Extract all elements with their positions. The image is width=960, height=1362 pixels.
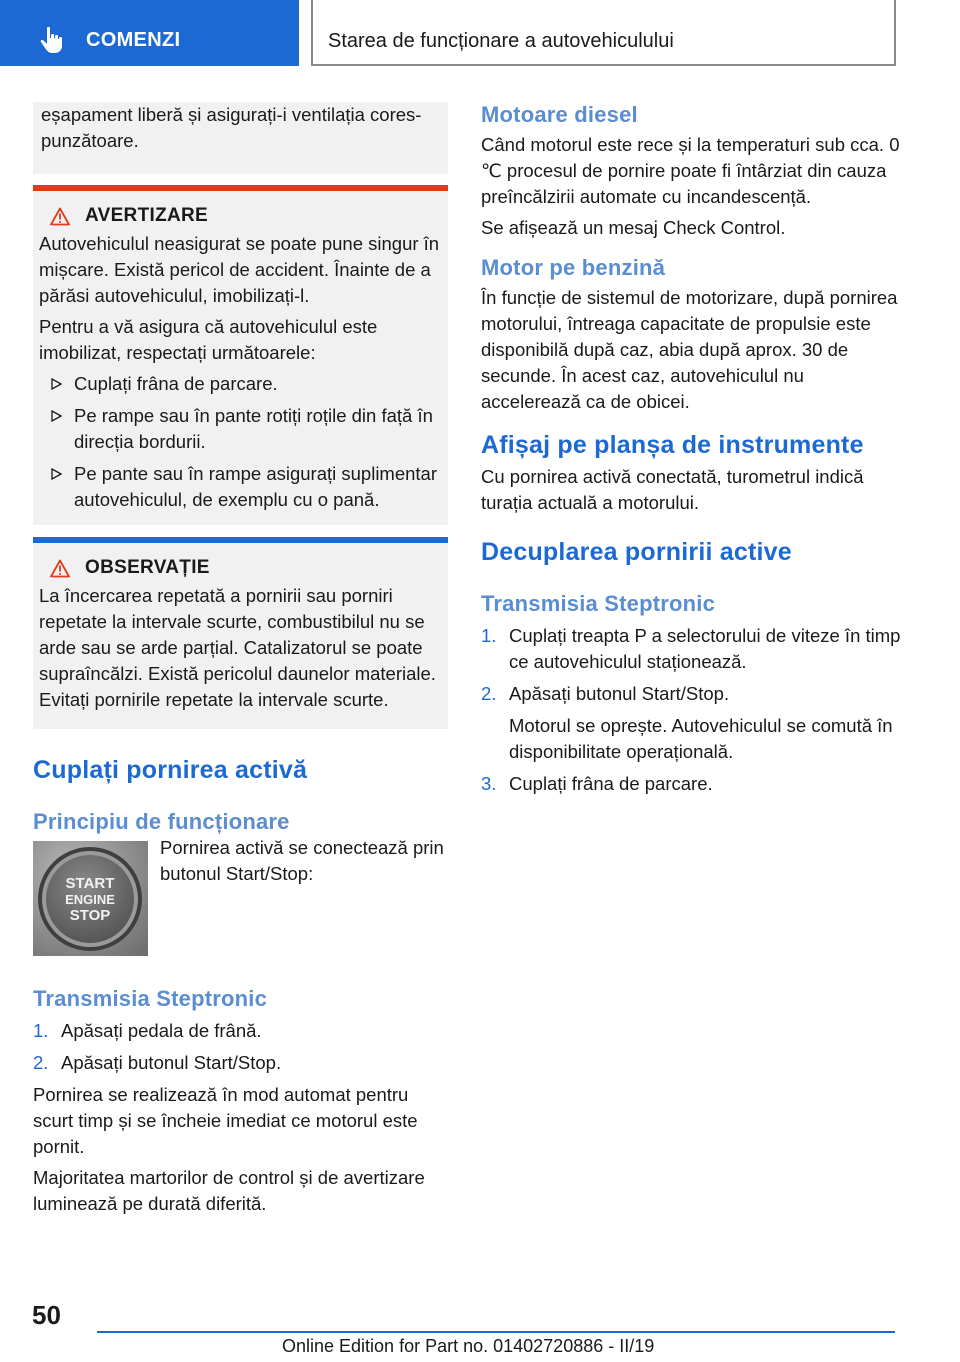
step-number: 1.	[33, 1020, 49, 1041]
list-item	[481, 681, 901, 765]
steptronic-title-left: Transmisia Steptronic	[33, 986, 268, 1011]
start-after-text-1: Pornirea se realizează în mod automat pentru scurt timp și se încheie imediat ce motorul este pornit.	[33, 1084, 418, 1157]
step-number: 3.	[481, 773, 497, 794]
stop-steps-list	[481, 623, 901, 797]
button-label-stop: STOP	[69, 907, 111, 924]
button-label-start: START	[65, 875, 115, 892]
notice-triangle-icon	[50, 559, 70, 578]
petrol-text: În funcție de sistemul de motorizare, după pornirea motorului, întreaga capacitate de propulsie este disponibilă după caz, abia după aprox. 30 de secunde. În acest caz, autovehiculul nu accelerează ca de obicei.	[481, 287, 898, 412]
diesel-text-2: Se afișează un mesaj Check Control.	[481, 217, 786, 238]
step-number: 2.	[33, 1052, 49, 1073]
principle-title: Principiu de funcționare	[33, 809, 290, 834]
notice-text: La încercarea repetată a pornirii sau porniri repetate la intervale scurte, combustibilul nu se arde sau se arde parțial. Catalizatorul se poate supraîncălzi. Există pericolul daunelor materiale. Evitați pornirile repetate la intervale scurte.	[39, 585, 436, 710]
warning-paragraph-1: Autovehiculul neasigurat se poate pune singur în mișcare. Există pericol de accident. Înainte de a părăsi autovehiculul, imobilizați-l.	[39, 233, 440, 306]
bullet-triangle-icon	[51, 378, 62, 390]
bullet-triangle-icon	[51, 468, 62, 480]
hand-pointer-icon	[40, 26, 66, 54]
steptronic-title-right: Transmisia Steptronic	[481, 591, 716, 616]
list-item	[33, 1018, 448, 1044]
warning-title: AVERTIZARE	[85, 205, 208, 226]
step-number: 1.	[481, 625, 497, 646]
petrol-title: Motor pe benzină	[481, 255, 666, 280]
chapter-title: Starea de funcționare a autovehiculului	[328, 30, 674, 52]
page-header	[0, 0, 960, 66]
page-number: 50	[32, 1300, 61, 1330]
start-after-text-2: Majoritatea martorilor de control și de avertizare luminează pe durată diferită.	[33, 1167, 425, 1214]
start-stop-button-photo	[33, 841, 148, 956]
cluster-text: Cu pornirea activă conectată, turometrul indică turația actuală a motorului.	[481, 466, 864, 513]
section-tab-label: COMENZI	[86, 29, 181, 51]
step-extra-text: Motorul se oprește. Autovehiculul se comută în disponibilitate operațională.	[509, 715, 893, 762]
bullet-triangle-icon	[51, 410, 62, 422]
warning-bullet: Cuplați frâna de parcare.	[39, 371, 442, 397]
notice-title: OBSERVAȚIE	[85, 557, 210, 578]
start-button-figure	[33, 837, 448, 956]
warning-bullet: Pe pante sau în rampe asigurați suplimentar autovehiculul, de exemplu cu o pană.	[39, 461, 442, 513]
footer-divider	[97, 1331, 895, 1333]
start-steps-list	[33, 1018, 448, 1076]
diesel-title: Motoare diesel	[481, 102, 638, 127]
right-column	[481, 102, 901, 803]
step-text: Cuplați frâna de parcare.	[509, 773, 713, 794]
diesel-text-1: Când motorul este rece și la temperaturi sub cca. 0 ℃ procesul de pornire poate fi întârziat din cauza preîncălzirii automate cu incandescență.	[481, 134, 900, 207]
step-text: Cuplați treapta P a selectorului de viteze în timp ce autovehiculul staționează.	[509, 625, 901, 672]
warning-box	[33, 185, 448, 525]
chapter-title-box	[311, 0, 896, 66]
cluster-title: Afișaj pe planșa de instrumente	[481, 431, 864, 459]
step-text: Apăsați butonul Start/Stop.	[61, 1052, 282, 1073]
section-tab-comenzi[interactable]	[0, 0, 299, 66]
warning-bullet: Pe rampe sau în pante rotiți roțile din față în direcția bordurii.	[39, 403, 442, 455]
step-text: Apăsați butonul Start/Stop.	[509, 683, 730, 704]
footer-edition: Online Edition for Part no. 01402720886 - II/19	[282, 1336, 655, 1356]
warning-heading	[50, 205, 442, 227]
intro-line-2: punzătoare.	[41, 130, 139, 151]
intro-box	[33, 102, 448, 174]
decouple-title: Decuplarea pornirii active	[481, 538, 792, 566]
intro-line-1: eșapament liberă și asigurați-i ventilația cores-	[41, 104, 422, 125]
button-label-engine: ENGINE	[65, 892, 115, 907]
step-number: 2.	[481, 683, 497, 704]
left-column	[33, 102, 448, 1222]
list-item	[33, 1050, 448, 1076]
list-item	[481, 623, 901, 675]
step-text: Apăsați pedala de frână.	[61, 1020, 262, 1041]
list-item	[481, 771, 901, 797]
warning-triangle-icon	[50, 207, 70, 226]
start-stop-button-image	[33, 841, 148, 956]
warning-paragraph-2: Pentru a vă asigura că autovehiculul este imobilizat, respectați următoarele:	[39, 316, 378, 363]
section-title: Cuplați pornirea activă	[33, 756, 308, 784]
notice-heading	[50, 557, 442, 579]
notice-box	[33, 537, 448, 729]
principle-text: Pornirea activă se conectează prin butonul Start/Stop:	[160, 837, 444, 884]
